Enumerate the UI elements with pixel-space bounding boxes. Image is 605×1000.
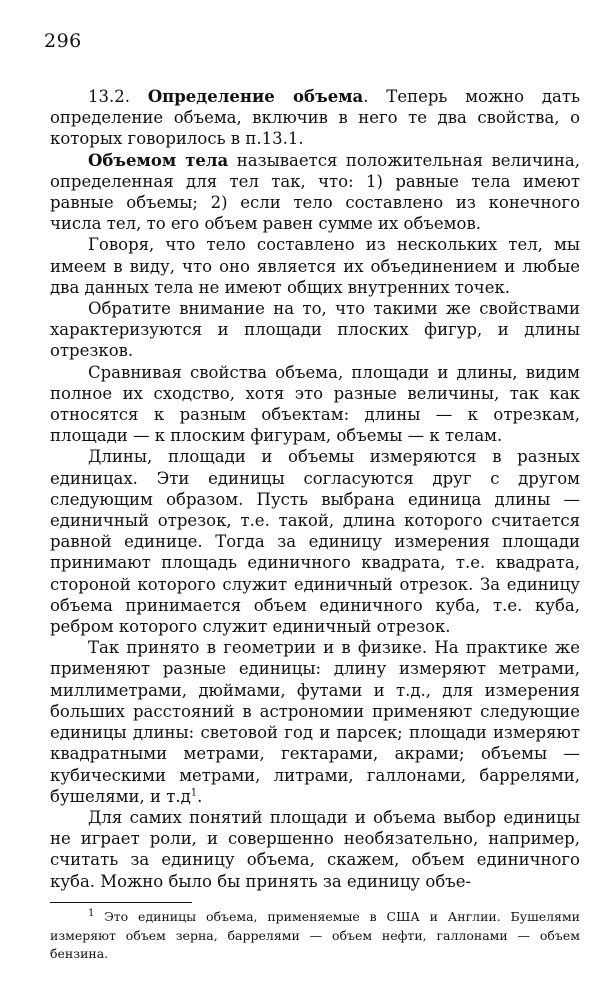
paragraph: Обратите внимание на то, что такими же свойствами характеризуются и площади плоских фигур, и длины отрезков. [50, 299, 580, 361]
units-end: . [197, 786, 203, 806]
footnote [50, 908, 580, 964]
footnote-mark: 1 [88, 907, 95, 919]
paragraph: Сравнивая свойства объема, площади и длины, видим полное их сходство, хотя это разные величины, так как относятся к разным объектам: длины — к отрезкам, площади — к плоским фигурам, объемы — к телам. [50, 362, 580, 446]
definition-text: называется положительная величина, определенная для тел так, что: 1) равные тела имеют равные объемы; 2) если тело составлено из конечного числа тел, то его объем равен сумме их объемов. [50, 150, 581, 234]
definition-term: Объемом тела [88, 150, 229, 170]
footnote-text: Это единицы объема, применяемые в США и Англии. Бушелями измеряют объем зерна, баррелями — объем нефти, галлонами — объем бензина. [50, 909, 580, 961]
section-heading-paragraph [50, 86, 580, 150]
footnote-reference[interactable]: 1 [190, 787, 198, 799]
page-number: 296 [44, 30, 82, 52]
paragraph: Для самих понятий площади и объема выбор единицы не играет роли, и совершенно необязательно, например, считать за единицу объема, скажем, объем единичного куба. Можно было бы принять за единицу объе- [50, 807, 580, 891]
section-number: 13.2. [88, 87, 130, 106]
section-intro: . Теперь можно дать определение объема, включив в него те два свойства, о которых говорилось в п.13.1. [50, 87, 581, 149]
units-text: Так принято в геометрии и в физике. На практике же применяют разные единицы: длину измеряют метрами, миллиметрами, дюймами, футами и т.д., для измерения больших расстояний в астрономии применяют следующие единицы длины: световой год и парсек; площади измеряют квадратными метрами, гектарами, акрами; объемы — кубическими метрами, литрами, галлонами, баррелями, бушелями, и т.д [50, 638, 580, 806]
section-title: Определение объема [147, 87, 364, 106]
paragraph: Длины, площади и объемы измеряются в разных единицах. Эти единицы согласуются друг с другом следующим образом. Пусть выбрана единица длины — единичный отрезок, т.е. такой, длина которого считается равной единице. Тогда за единицу измерения площади принимают площадь единичного квадрата, т.е. квадрата, стороной которого служит единичный отрезок. За единицу объема принимается объем единичного куба, т.е. куба, ребром которого служит единичный отрезок. [50, 447, 580, 637]
footnote-divider [50, 902, 192, 903]
body-text [50, 86, 580, 892]
definition-paragraph [50, 150, 580, 235]
paragraph: Говоря, что тело составлено из нескольких тел, мы имеем в виду, что оно является их объединением и любые два данных тела не имеют общих внутренних точек. [50, 235, 580, 297]
units-paragraph [50, 637, 580, 807]
